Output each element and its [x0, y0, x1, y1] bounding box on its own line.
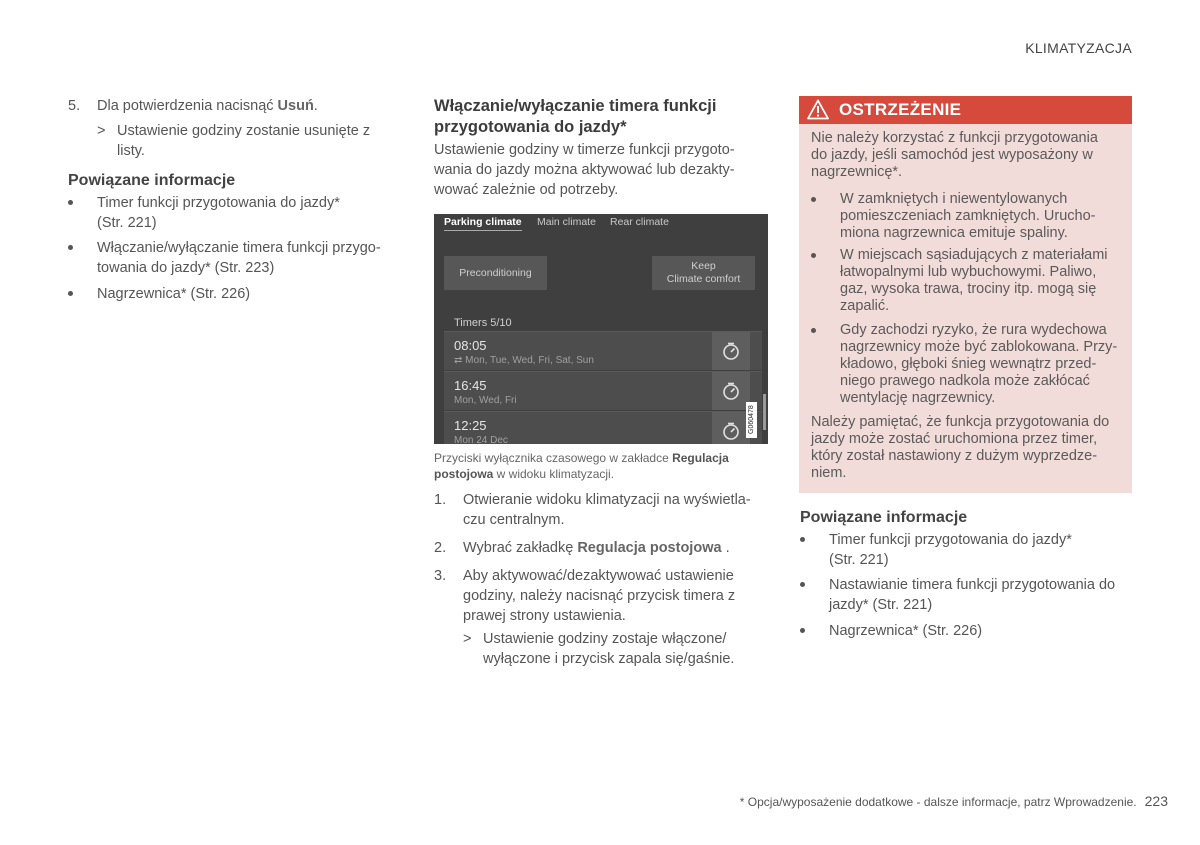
- intro-line: wania do jazdy można aktywować lub dezakty-: [434, 162, 735, 178]
- step-text-plain: Wybrać zakładkę: [463, 540, 578, 556]
- warning-bullet-3: [811, 322, 1129, 407]
- timer-toggle-button[interactable]: [712, 332, 750, 370]
- related-item-left-2: [68, 238, 398, 278]
- warning-line: Nie należy korzystać z funkcji przygotowania: [811, 130, 1098, 146]
- timer-toggle-button[interactable]: [712, 372, 750, 410]
- timer-row[interactable]: [444, 371, 762, 410]
- timer-toggle-button[interactable]: [712, 412, 750, 444]
- warning-outro: [811, 414, 1129, 482]
- warning-line: wentylację nagrzewnicy.: [840, 390, 996, 406]
- related-link-line-2[interactable]: towania do jazdy* (Str. 223): [97, 260, 275, 276]
- warning-line: łatwopalnymi lub wybuchowymi. Paliwo,: [840, 264, 1097, 280]
- step-number: 2.: [434, 540, 447, 556]
- page-footer: [740, 793, 1168, 809]
- step-line: godziny, należy nacisnąć przycisk timera z: [463, 588, 736, 604]
- related-heading-left: Powiązane informacje: [68, 172, 236, 189]
- step-3-result: [463, 629, 773, 669]
- related-link-line-2[interactable]: jazdy* (Str. 221): [829, 597, 933, 613]
- timer-days: [454, 355, 594, 366]
- step-text-end: .: [313, 98, 318, 114]
- related-link-line-1[interactable]: Nagrzewnica* (Str. 226): [97, 286, 251, 302]
- step-number: 5.: [68, 98, 81, 114]
- step-line: czu centralnym.: [463, 512, 565, 528]
- scrollbar[interactable]: [763, 394, 766, 430]
- section-title-line-2: przygotowania do jazdy*: [434, 118, 627, 136]
- warning-header: [799, 96, 1132, 124]
- caption-bold-2: postojowa: [434, 467, 494, 481]
- warning-triangle-icon: [807, 99, 829, 120]
- timers-count: Timers 5/10: [454, 317, 512, 329]
- bullet: [68, 245, 73, 250]
- related-item-right-2: [800, 575, 1135, 615]
- preconditioning-button[interactable]: Preconditioning: [444, 256, 547, 290]
- tab-main-climate[interactable]: Main climate: [537, 216, 596, 228]
- result-line-2: listy.: [117, 143, 145, 159]
- related-link-line-1[interactable]: Nagrzewnica* (Str. 226): [829, 623, 983, 639]
- warning-title: OSTRZEŻENIE: [839, 100, 962, 119]
- intro-paragraph: [434, 140, 774, 200]
- related-link-line-1[interactable]: Włączanie/wyłączanie timera funkcji przygo-: [97, 240, 381, 256]
- step-text-bold: Regulacja postojowa: [577, 540, 722, 556]
- bullet: [811, 197, 816, 202]
- footnote: * Opcja/wyposażenie dodatkowe - dalsze informacje, patrz Wprowadzenie.: [739, 795, 1137, 809]
- section-header: KLIMATYZACJA: [1025, 40, 1132, 56]
- result-line-1: Ustawienie godziny zostanie usunięte z: [117, 123, 371, 139]
- warning-line: nagrzewnicy może być zablokowana. Przy-: [840, 339, 1118, 355]
- warning-line: W miejscach sąsiadujących z materiałami: [840, 247, 1108, 263]
- step-number: 1.: [434, 492, 447, 508]
- image-code: G060478: [746, 402, 757, 438]
- warning-line: kładowo, głęboki śnieg wewnątrz przed-: [840, 356, 1097, 372]
- climate-comfort-label: Climate comfort: [666, 273, 741, 285]
- climate-screen-illustration: [434, 214, 768, 444]
- related-link-line-2[interactable]: (Str. 221): [97, 215, 157, 231]
- intro-line: wować zależnie od potrzeby.: [434, 182, 619, 198]
- warning-intro: [811, 130, 1126, 181]
- warning-line: pomieszczeniach zamkniętych. Urucho-: [840, 208, 1096, 224]
- step-line: Aby aktywować/dezaktywować ustawienie: [463, 568, 734, 584]
- result-line-1: Ustawienie godziny zostaje włączone/: [483, 631, 727, 647]
- timer-time: 16:45: [454, 378, 487, 393]
- caption-text: Przyciski wyłącznika czasowego w zakładce: [434, 451, 673, 465]
- warning-line: W zamkniętych i niewentylowanych: [840, 191, 1068, 207]
- step-number: 3.: [434, 568, 447, 584]
- timer-days: Mon 24 Dec: [454, 435, 508, 444]
- timer-time: 08:05: [454, 338, 487, 353]
- step-text-bold: Usuń: [277, 98, 314, 114]
- related-item-left-1: [68, 193, 398, 233]
- section-title-line-1: Włączanie/wyłączanie timera funkcji: [434, 97, 717, 115]
- timer-time: 12:25: [454, 418, 487, 433]
- related-link-line-2[interactable]: (Str. 221): [829, 552, 889, 568]
- warning-line: niego prawego nadkola może zakłócać: [840, 373, 1090, 389]
- timer-row[interactable]: [444, 411, 762, 444]
- timer-icon: [721, 341, 741, 361]
- step-line: prawej strony ustawienia.: [463, 608, 626, 624]
- warning-line: Należy pamiętać, że funkcja przygotowania do: [811, 414, 1110, 430]
- timer-days: Mon, Wed, Fri: [454, 395, 517, 406]
- bullet: [68, 291, 73, 296]
- bullet: [800, 582, 805, 587]
- bullet: [800, 628, 805, 633]
- related-link-line-1[interactable]: Timer funkcji przygotowania do jazdy*: [829, 532, 1072, 548]
- result-line-2: wyłączone i przycisk zapala się/gaśnie.: [483, 651, 735, 667]
- page-number: 223: [1144, 793, 1168, 809]
- warning-line: nagrzewnicę*.: [811, 164, 903, 180]
- intro-line: Ustawienie godziny w timerze funkcji przygoto-: [434, 142, 735, 158]
- step-2: [434, 538, 774, 558]
- bullet: [68, 200, 73, 205]
- keep-label: Keep: [691, 260, 716, 272]
- tab-rear-climate[interactable]: Rear climate: [610, 216, 669, 228]
- related-heading-right: Powiązane informacje: [800, 509, 968, 526]
- caption-text-end: w widoku klimatyzacji.: [493, 467, 615, 481]
- timer-days-text: Mon, Tue, Wed, Fri, Sat, Sun: [465, 355, 594, 366]
- warning-line: niem.: [811, 465, 847, 481]
- warning-line: miona nagrzewnica emituje spaliny.: [840, 225, 1068, 241]
- timer-icon: [721, 381, 741, 401]
- step-text-end: .: [721, 540, 730, 556]
- result-arrow: >: [97, 123, 106, 139]
- bullet: [800, 537, 805, 542]
- timer-icon: [721, 421, 741, 441]
- warning-line: gaz, wysoka trawa, trociny itp. mogą się: [840, 281, 1097, 297]
- warning-bullet-1: [811, 191, 1129, 242]
- result-arrow: >: [463, 631, 472, 647]
- step-text: [97, 96, 318, 116]
- tab-parking-climate[interactable]: Parking climate: [444, 216, 522, 231]
- step-5-result: [97, 121, 397, 161]
- step-line: Otwieranie widoku klimatyzacji na wyświetla-: [463, 492, 751, 508]
- warning-line: jazdy może zostać uruchomiona przez timer,: [811, 431, 1098, 447]
- related-link-line-1[interactable]: Timer funkcji przygotowania do jazdy*: [97, 195, 340, 211]
- section-title: [434, 96, 774, 138]
- related-item-right-3: [800, 621, 1135, 641]
- warning-box: [799, 96, 1132, 493]
- warning-line: zapalić.: [840, 298, 890, 314]
- step-line: [463, 538, 774, 558]
- caption-bold-1: Regulacja: [672, 451, 729, 465]
- figure-caption: [434, 450, 769, 482]
- timer-row[interactable]: [444, 331, 762, 370]
- warning-bullet-2: [811, 247, 1129, 315]
- warning-line: który został nastawiony z dużym wyprzedze-: [811, 448, 1098, 464]
- bullet: [811, 328, 816, 333]
- related-item-left-3: [68, 284, 398, 304]
- step-text-plain: Dla potwierdzenia nacisnąć: [97, 98, 278, 114]
- warning-line: Gdy zachodzi ryzyko, że rura wydechowa: [840, 322, 1107, 338]
- repeat-icon: ⇄: [454, 355, 463, 366]
- keep-climate-comfort-button[interactable]: [652, 256, 755, 290]
- bullet: [811, 253, 816, 258]
- warning-line: do jazdy, jeśli samochód jest wyposażony w: [811, 147, 1093, 163]
- step-3: [434, 566, 774, 626]
- step-1: [434, 490, 774, 530]
- related-item-right-1: [800, 530, 1135, 570]
- related-link-line-1[interactable]: Nastawianie timera funkcji przygotowania do: [829, 577, 1116, 593]
